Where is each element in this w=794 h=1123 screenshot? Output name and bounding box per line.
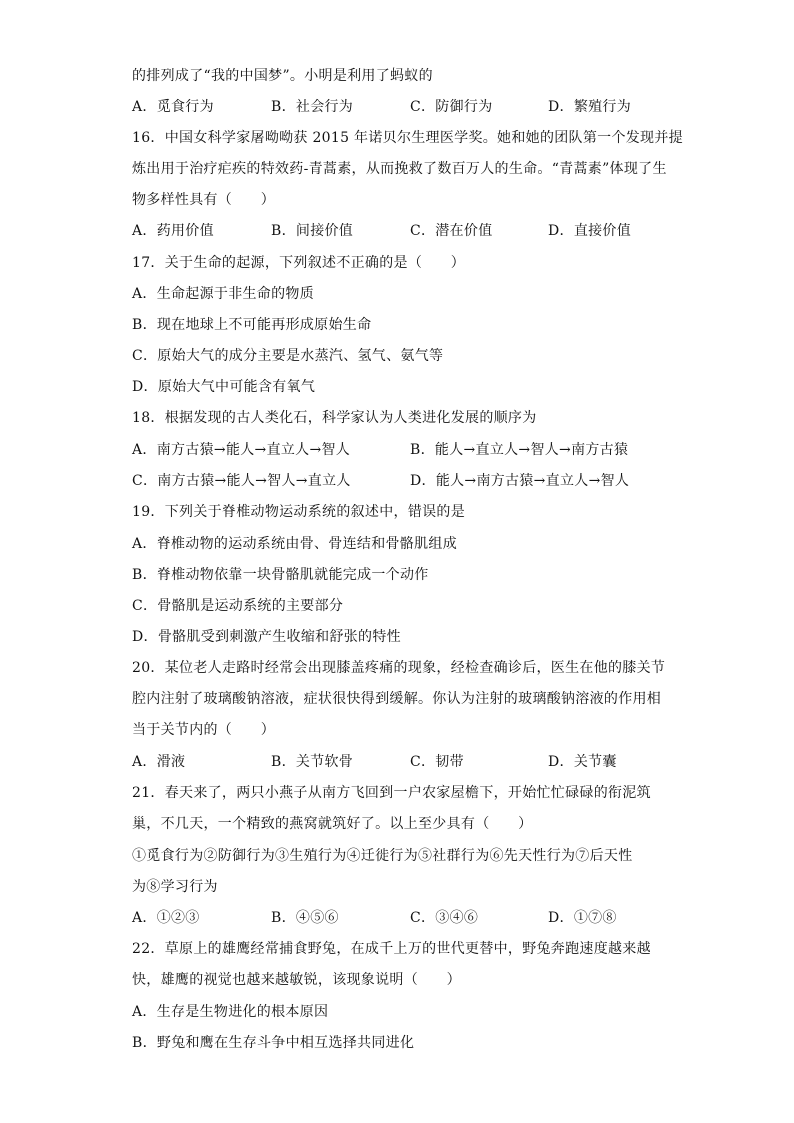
- question-22-stem-line-2: 快，雄鹰的视觉也越来越敏锐，该现象说明（ ）: [132, 972, 461, 988]
- question-21-stem-line-1: 21．春天来了，两只小燕子从南方飞回到一户农家屋檐下，开始忙忙碌碌的衔泥筑: [132, 785, 651, 801]
- q16-option-c: C．潜在价值: [410, 223, 493, 239]
- q20-option-b: B．关节软骨: [271, 754, 354, 770]
- question-16-stem-line-1: 16．中国女科学家屠呦呦获 2015 年诺贝尔生理医学奖。她和她的团队第一个发现并提: [132, 130, 683, 146]
- question-20-stem-line-2: 腔内注射了玻璃酸钠溶液，症状很快得到缓解。你认为注射的玻璃酸钠溶液的作用相: [132, 691, 662, 707]
- question-20-stem-line-1: 20．某位老人走路时经常会出现膝盖疼痛的现象，经检查确诊后，医生在他的膝关节: [132, 660, 666, 676]
- question-21-stem-line-3: ①觅食行为②防御行为③生殖行为④迁徙行为⑤社群行为⑥先天性行为⑦后天性: [132, 848, 633, 864]
- question-20-stem-line-3: 当于关节内的（ ）: [132, 722, 275, 738]
- question-15-stem-tail: 的排列成了“我的中国梦”。小明是利用了蚂蚁的: [132, 68, 433, 84]
- q21-option-b: B．④⑤⑥: [271, 910, 339, 926]
- q18-option-a: A．南方古猿→能人→直立人→智人: [132, 442, 351, 458]
- question-22-stem-line-1: 22．草原上的雄鹰经常捕食野兔，在成千上万的世代更替中，野兔奔跑速度越来越: [132, 941, 651, 957]
- q17-option-b: B．现在地球上不可能再形成原始生命: [132, 317, 372, 333]
- q20-option-d: D．关节囊: [548, 754, 617, 770]
- q20-option-c: C．韧带: [410, 754, 464, 770]
- q22-option-b: B．野兔和鹰在生存斗争中相互选择共同进化: [132, 1035, 415, 1051]
- q17-option-c: C．原始大气的成分主要是水蒸汽、氢气、氨气等: [132, 348, 444, 364]
- q21-option-c: C．③④⑥: [410, 910, 479, 926]
- q15-option-d: D．繁殖行为: [548, 99, 632, 115]
- question-18-stem: 18．根据发现的古人类化石，科学家认为人类进化发展的顺序为: [132, 410, 537, 426]
- question-19-stem: 19．下列关于脊椎动物运动系统的叙述中，错误的是: [132, 504, 466, 520]
- question-16-stem-line-2: 炼出用于治疗疟疾的特效药-青蒿素，从而挽救了数百万人的生命。“青蒿素”体现了生: [132, 161, 667, 177]
- question-16-stem-line-3: 物多样性具有（ ）: [132, 192, 275, 208]
- question-21-stem-line-4: 为⑧学习行为: [132, 879, 218, 895]
- q18-option-d: D．能人→南方古猿→直立人→智人: [410, 473, 630, 489]
- q15-option-c: C．防御行为: [410, 99, 493, 115]
- q19-option-c: C．骨骼肌是运动系统的主要部分: [132, 598, 344, 614]
- q20-option-a: A．滑液: [132, 754, 186, 770]
- q15-option-a: A．觅食行为: [132, 99, 214, 115]
- q15-option-b: B．社会行为: [271, 99, 354, 115]
- q17-option-d: D．原始大气中可能含有氧气: [132, 379, 316, 395]
- q16-option-b: B．间接价值: [271, 223, 354, 239]
- q18-option-b: B．能人→直立人→智人→南方古猿: [410, 442, 629, 458]
- q19-option-a: A．脊椎动物的运动系统由骨、骨连结和骨骼肌组成: [132, 536, 458, 552]
- question-21-stem-line-2: 巢，不几天，一个精致的燕窝就筑好了。以上至少具有（ ）: [132, 816, 533, 832]
- q22-option-a: A．生存是生物进化的根本原因: [132, 1004, 329, 1020]
- q16-option-d: D．直接价值: [548, 223, 632, 239]
- q19-option-b: B．脊椎动物依靠一块骨骼肌就能完成一个动作: [132, 567, 429, 583]
- q21-option-d: D．①⑦⑧: [548, 910, 617, 926]
- q16-option-a: A．药用价值: [132, 223, 214, 239]
- q19-option-d: D．骨骼肌受到刺激产生收缩和舒张的特性: [132, 629, 401, 645]
- q18-option-c: C．南方古猿→能人→智人→直立人: [132, 473, 351, 489]
- q17-option-a: A．生命起源于非生命的物质: [132, 286, 315, 302]
- question-17-stem: 17．关于生命的起源，下列叙述不正确的是（ ）: [132, 255, 466, 271]
- q21-option-a: A．①②③: [132, 910, 200, 926]
